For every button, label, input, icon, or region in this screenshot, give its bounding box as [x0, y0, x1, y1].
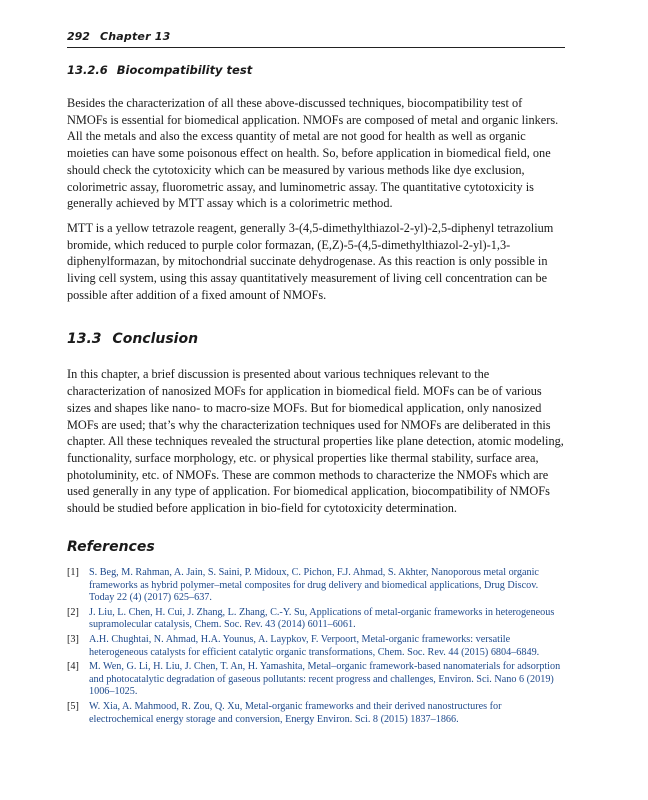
reference-number: [2]: [67, 606, 79, 618]
book-page: [67, 30, 565, 728]
body-paragraph: MTT is a yellow tetrazole reagent, generally 3-(4,5-dimethylthiazol-2-yl)-2,5-diphenyl tetrazolium bromide, which reduced to purple color formazan, (E,Z)-5-(4,5-dimethylthiazol-2-yl)-1,3-diphenylformazan, by mitochondrial succinate dehydrogenase. As this reaction is only possible in living cell system, using this assay quantitatively measurement of living cell concentration can be possible after addition of a fixed amount of NMOFs.: [67, 220, 554, 302]
chapter-label: Chapter 13: [99, 30, 171, 43]
reference-link[interactable]: W. Xia, A. Mahmood, R. Zou, Q. Xu, Metal-organic frameworks and their derived nanostructures for electrochemical energy storage and conversion, Energy Environ. Sci. 8 (2015) 1837–1866.: [89, 700, 502, 725]
subsection-number: 13.2.6: [67, 63, 108, 77]
subsection-heading: [67, 63, 565, 77]
reference-link[interactable]: J. Liu, L. Chen, H. Cui, J. Zhang, L. Zhang, C.-Y. Su, Applications of metal-organic frameworks in heterogeneous supramolecular catalysis, Chem. Soc. Rev. 43 (2014) 6011–6061.: [89, 606, 555, 631]
subsection-title: Biocompatibility test: [116, 63, 253, 77]
section-number: 13.3: [67, 331, 102, 348]
reference-item: [67, 661, 565, 699]
references-heading: References: [67, 538, 155, 555]
section-heading: [67, 331, 565, 347]
reference-number: [1]: [67, 566, 79, 578]
reference-item: [67, 567, 565, 605]
reference-link[interactable]: A.H. Chughtai, N. Ahmad, H.A. Younus, A. Laypkov, F. Verpoort, Metal-organic frameworks: versatile heterogeneous catalysts for efficient catalytic organic transformations, Chem. Soc. Rev. 44 (2015) 6804–6849.: [89, 633, 540, 658]
reference-item: [67, 634, 565, 660]
reference-list: [67, 567, 565, 727]
body-paragraph: Besides the characterization of all these above-discussed techniques, biocompatibility test of NMOFs is essential for biomedical application. NMOFs are composed of metal and organic linkers. All the metals and also the excess quantity of metal are not good for health as well as organic moieties can have some poisonous effect on health. So, before application in biomedical field, one should check the cytotoxicity which can be measured by various methods like dye exclusion, colorimetric assay, fluorometric assay, and luminometric assay. The quantitative cytotoxicity is generally achieved by MTT assay which is a colorimetric method.: [67, 96, 559, 211]
page-number: 292: [67, 30, 90, 43]
reference-number: [3]: [67, 633, 79, 645]
section-title: Conclusion: [112, 331, 199, 348]
reference-item: [67, 701, 565, 727]
reference-link[interactable]: S. Beg, M. Rahman, A. Jain, S. Saini, P. Midoux, C. Pichon, F.J. Ahmad, S. Akhter, Nanoporous metal organic frameworks as hybrid polymer–metal composites for drug delivery and biomedical applications, Drug Discov. Today 22 (4) (2017) 625–637.: [89, 566, 539, 604]
reference-number: [5]: [67, 700, 79, 712]
running-head: [67, 30, 565, 48]
reference-link[interactable]: M. Wen, G. Li, H. Liu, J. Chen, T. An, H. Yamashita, Metal–organic framework-based nanomaterials for adsorption and photocatalytic degradation of gaseous pollutants: recent progress and challenges, Environ. Sci. Nano 6 (2019) 1006–1025.: [89, 660, 561, 698]
reference-number: [4]: [67, 660, 79, 672]
reference-item: [67, 607, 565, 633]
conclusion-paragraph: In this chapter, a brief discussion is presented about various techniques relevant to the characterization of nanosized MOFs for application in biomedical field. MOFs can be of various sizes and shapes like nano- to macro-size MOFs. But for biomedical application, only nanosized MOFs are used; that’s why the characterization techniques used for NMOFs are deliberated in this chapter. All these techniques revealed the structural properties like plane detection, atomic modeling, functionality, surface morphology, etc. or physical properties like thermal stability, surface area, photoluminity, etc. of NMOFs. These are common methods to characterize the NMOFs which are used generally in any type of application. For biomedical application, biocompatibility of NMOFs should be studied before application in bio-field for cytotoxicity determination.: [67, 367, 564, 516]
